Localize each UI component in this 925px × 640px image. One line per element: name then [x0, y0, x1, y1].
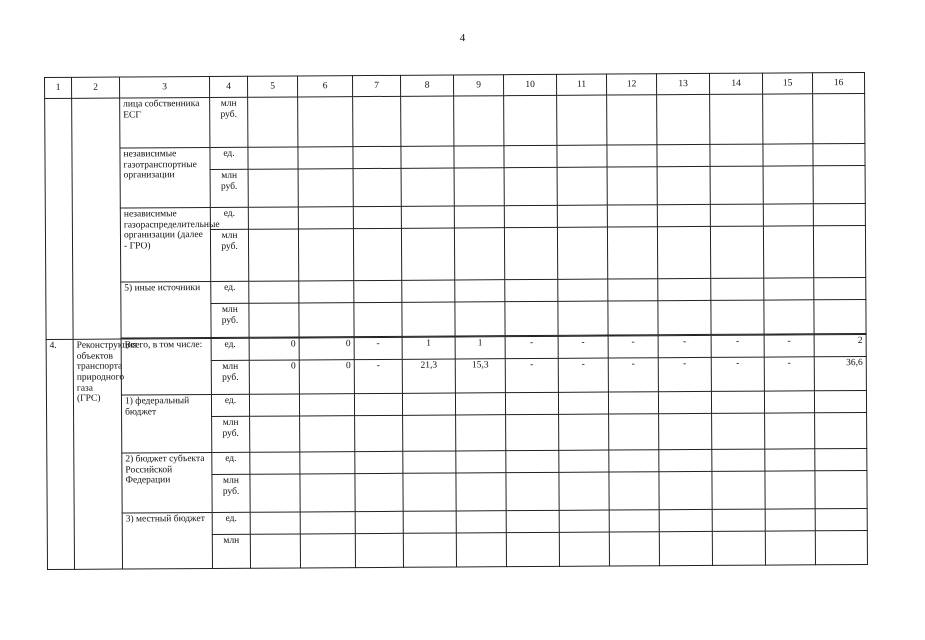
column-header: 3 — [120, 76, 210, 98]
value-cell: 21,3 — [402, 359, 455, 393]
unit-cell: ед. — [211, 281, 249, 303]
row-label: 3) местный бюджет — [122, 512, 212, 569]
column-header: 8 — [400, 75, 453, 96]
value-cell: 15,3 — [455, 359, 505, 393]
column-header: 14 — [709, 73, 762, 94]
unit-cell: млн руб. — [212, 474, 250, 512]
value-cell: - — [658, 357, 711, 391]
column-header: 13 — [656, 73, 709, 94]
unit-cell: ед. — [212, 512, 250, 534]
value-cell: - — [354, 337, 402, 359]
value-cell: - — [505, 358, 558, 392]
page-number: 4 — [459, 32, 466, 44]
column-header: 6 — [297, 76, 352, 97]
cell-num-empty — [45, 98, 73, 339]
column-header: 10 — [503, 74, 556, 95]
unit-cell: млн руб. — [210, 229, 248, 281]
row-label: лица собственника ЕСГ — [120, 97, 210, 148]
row-label: 2) бюджет субъекта Российской Федерации — [122, 452, 212, 513]
unit-cell: млн руб. — [210, 97, 248, 147]
value-cell: - — [558, 358, 608, 392]
row-label: Всего, в том числе: — [121, 338, 211, 395]
value-cell: 0 — [249, 360, 299, 394]
unit-cell: ед. — [210, 207, 248, 229]
column-header: 2 — [72, 77, 120, 98]
item-name: Реконструкция объектов транспорта природного газа (ГРС) — [73, 339, 122, 569]
row-label: независимые газораспределительные организации (далее - ГРО) — [120, 207, 210, 282]
column-header: 1 — [45, 77, 72, 98]
value-cell: - — [711, 357, 764, 391]
column-header: 11 — [556, 74, 606, 95]
value-cell: 1 — [455, 337, 505, 359]
column-header: 9 — [453, 75, 503, 96]
column-header: 5 — [247, 76, 297, 97]
unit-cell: млн — [212, 534, 250, 568]
row-label: независимые газотранспортные организации — [120, 147, 210, 208]
column-header: 12 — [606, 74, 656, 95]
value-cell: - — [764, 335, 814, 357]
column-header: 15 — [762, 73, 812, 94]
value-cell: - — [505, 336, 558, 358]
table-row — [45, 93, 865, 148]
row-label: 5) иные источники — [121, 281, 211, 338]
value-cell: 2 — [814, 334, 866, 356]
unit-cell: ед. — [211, 338, 249, 360]
value-cell: - — [608, 358, 658, 392]
value-cell: - — [711, 335, 764, 357]
cell-name-empty — [72, 98, 121, 339]
value-cell: 0 — [249, 338, 299, 360]
investment-table — [44, 72, 868, 570]
item-number: 4. — [46, 339, 74, 569]
column-header: 4 — [209, 76, 247, 97]
unit-cell: млн руб. — [211, 360, 249, 394]
value-cell: - — [764, 357, 814, 391]
unit-cell: млн руб. — [212, 416, 250, 452]
value-cell: - — [558, 336, 608, 358]
unit-cell: ед. — [210, 147, 248, 169]
unit-cell: млн руб. — [211, 303, 249, 337]
unit-cell: млн руб. — [210, 169, 248, 207]
column-header: 16 — [812, 72, 864, 93]
value-cell: 36,6 — [814, 356, 866, 390]
column-header: 7 — [352, 75, 400, 96]
value-cell: - — [354, 359, 402, 393]
row-label: 1) федеральный бюджет — [121, 394, 211, 453]
value-cell: - — [608, 336, 658, 358]
value-cell: - — [658, 335, 711, 357]
value-cell: 1 — [402, 337, 455, 359]
value-cell: 0 — [299, 338, 354, 360]
value-cell: 0 — [299, 360, 354, 394]
unit-cell: ед. — [212, 452, 250, 474]
unit-cell: ед. — [211, 394, 249, 416]
